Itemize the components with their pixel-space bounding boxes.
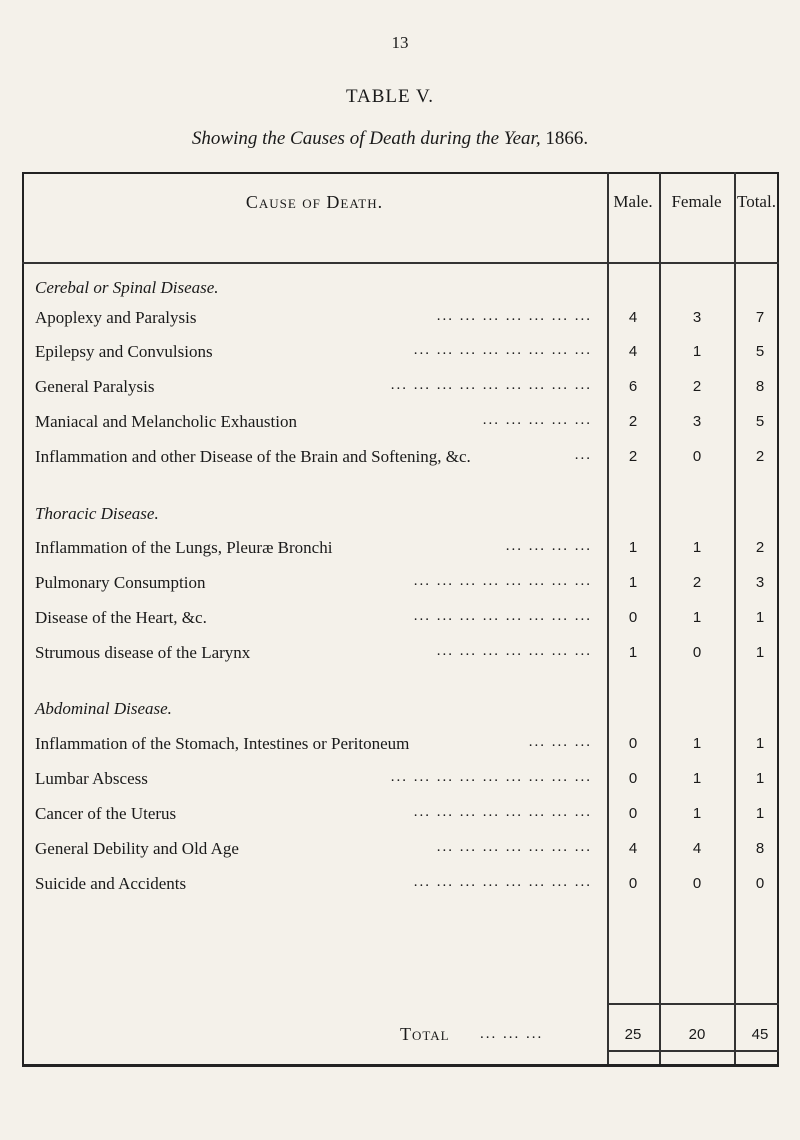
table-row bbox=[0, 839, 800, 867]
table-row bbox=[0, 643, 800, 671]
table-row bbox=[0, 447, 800, 475]
page-number: 13 bbox=[391, 33, 409, 52]
leader-dots: ... ... ... ... ... ... ... ... bbox=[413, 342, 592, 358]
female-count: 1 bbox=[692, 770, 702, 787]
subtitle-text: Showing the Causes of Death during the Year, bbox=[191, 128, 541, 149]
table-row bbox=[0, 538, 800, 566]
female-count: 1 bbox=[692, 343, 702, 360]
leader-dots: ... ... ... ... ... ... ... bbox=[436, 308, 592, 324]
female-count: 3 bbox=[692, 309, 702, 326]
leader-dots: ... ... ... bbox=[528, 734, 592, 750]
cause-label: Suicide and Accidents bbox=[35, 874, 187, 893]
total-count: 1 bbox=[755, 770, 765, 787]
table-row bbox=[0, 734, 800, 762]
total-count: 1 bbox=[755, 609, 765, 626]
table-title: TABLE V. bbox=[345, 86, 435, 107]
female-count: 3 bbox=[692, 413, 702, 430]
female-count: 0 bbox=[692, 875, 702, 892]
table-row bbox=[0, 377, 800, 405]
total-count: 2 bbox=[755, 539, 765, 556]
header-total: Total. bbox=[737, 192, 776, 211]
leader-dots: ... bbox=[574, 447, 592, 463]
table-row bbox=[0, 804, 800, 832]
male-count: 4 bbox=[628, 840, 638, 857]
female-count: 2 bbox=[692, 378, 702, 395]
total-count: 8 bbox=[755, 840, 765, 857]
section-title-abdominal: Abdominal Disease. bbox=[35, 699, 172, 718]
male-count: 0 bbox=[628, 805, 638, 822]
cause-label: Epilepsy and Convulsions bbox=[35, 342, 213, 361]
table-row bbox=[0, 573, 800, 601]
total-count: 5 bbox=[755, 343, 765, 360]
male-count: 0 bbox=[628, 770, 638, 787]
leader-dots: ... ... ... ... ... ... ... ... ... bbox=[390, 769, 592, 785]
female-count: 1 bbox=[692, 609, 702, 626]
male-count: 0 bbox=[628, 875, 638, 892]
table-row bbox=[0, 342, 800, 370]
cause-label: Disease of the Heart, &c. bbox=[35, 608, 207, 627]
male-count: 1 bbox=[628, 574, 638, 591]
female-count: 1 bbox=[692, 805, 702, 822]
total-leader-dots: ... ... ... bbox=[480, 1026, 544, 1042]
total-total: 45 bbox=[751, 1026, 769, 1043]
subtitle-year: 1866. bbox=[545, 128, 589, 149]
male-count: 4 bbox=[628, 309, 638, 326]
male-count: 0 bbox=[628, 609, 638, 626]
table-row bbox=[0, 769, 800, 797]
male-count: 6 bbox=[628, 378, 638, 395]
cause-label: Cancer of the Uterus bbox=[35, 804, 177, 823]
total-male: 25 bbox=[624, 1026, 642, 1043]
female-count: 0 bbox=[692, 644, 702, 661]
total-top-rule bbox=[607, 1003, 779, 1005]
total-label: Total bbox=[400, 1024, 450, 1044]
cause-label: Inflammation and other Disease of the Brain and Softening, &c. bbox=[35, 447, 471, 466]
total-count: 3 bbox=[755, 574, 765, 591]
total-count: 5 bbox=[755, 413, 765, 430]
total-count: 1 bbox=[755, 735, 765, 752]
total-count: 1 bbox=[755, 805, 765, 822]
leader-dots: ... ... ... ... ... ... ... ... bbox=[413, 874, 592, 890]
cause-label: General Paralysis bbox=[35, 377, 155, 396]
table-row bbox=[0, 412, 800, 440]
female-count: 1 bbox=[692, 539, 702, 556]
female-count: 4 bbox=[692, 840, 702, 857]
table-row bbox=[0, 874, 800, 902]
section-title-thoracic: Thoracic Disease. bbox=[35, 504, 159, 523]
cause-label: Lumbar Abscess bbox=[35, 769, 148, 788]
total-count: 2 bbox=[755, 448, 765, 465]
leader-dots: ... ... ... ... ... ... ... bbox=[436, 839, 592, 855]
cause-label: Inflammation of the Stomach, Intestines or Peritoneum bbox=[35, 734, 410, 753]
male-count: 2 bbox=[628, 413, 638, 430]
header-male: Male. bbox=[613, 192, 653, 211]
table-row bbox=[0, 608, 800, 636]
female-count: 0 bbox=[692, 448, 702, 465]
leader-dots: ... ... ... ... bbox=[505, 538, 592, 554]
table-subtitle bbox=[0, 128, 780, 150]
leader-dots: ... ... ... ... ... ... ... ... bbox=[413, 573, 592, 589]
total-count: 8 bbox=[755, 378, 765, 395]
total-count: 0 bbox=[755, 875, 765, 892]
cause-label: Inflammation of the Lungs, Pleuræ Bronchi bbox=[35, 538, 333, 557]
male-count: 1 bbox=[628, 539, 638, 556]
male-count: 0 bbox=[628, 735, 638, 752]
male-count: 1 bbox=[628, 644, 638, 661]
table-row bbox=[0, 308, 800, 336]
cause-label: Maniacal and Melancholic Exhaustion bbox=[35, 412, 297, 431]
table-bottom-rule bbox=[22, 1064, 779, 1067]
leader-dots: ... ... ... ... ... bbox=[482, 412, 592, 428]
section-title-cerebral: Cerebal or Spinal Disease. bbox=[35, 278, 219, 297]
female-count: 1 bbox=[692, 735, 702, 752]
cause-label: Apoplexy and Paralysis bbox=[35, 308, 197, 327]
total-bottom-rule bbox=[607, 1050, 779, 1052]
leader-dots: ... ... ... ... ... ... ... ... ... bbox=[390, 377, 592, 393]
header-female: Female bbox=[671, 192, 722, 211]
cause-label: Strumous disease of the Larynx bbox=[35, 643, 251, 662]
header-rule bbox=[22, 262, 779, 264]
total-count: 1 bbox=[755, 644, 765, 661]
total-count: 7 bbox=[755, 309, 765, 326]
cause-label: Pulmonary Consumption bbox=[35, 573, 206, 592]
leader-dots: ... ... ... ... ... ... ... ... bbox=[413, 804, 592, 820]
leader-dots: ... ... ... ... ... ... ... ... bbox=[413, 608, 592, 624]
female-count: 2 bbox=[692, 574, 702, 591]
male-count: 4 bbox=[628, 343, 638, 360]
cause-label: General Debility and Old Age bbox=[35, 839, 239, 858]
header-cause: Cause of Death. bbox=[245, 192, 384, 212]
leader-dots: ... ... ... ... ... ... ... bbox=[436, 643, 592, 659]
male-count: 2 bbox=[628, 448, 638, 465]
total-female: 20 bbox=[688, 1026, 706, 1043]
